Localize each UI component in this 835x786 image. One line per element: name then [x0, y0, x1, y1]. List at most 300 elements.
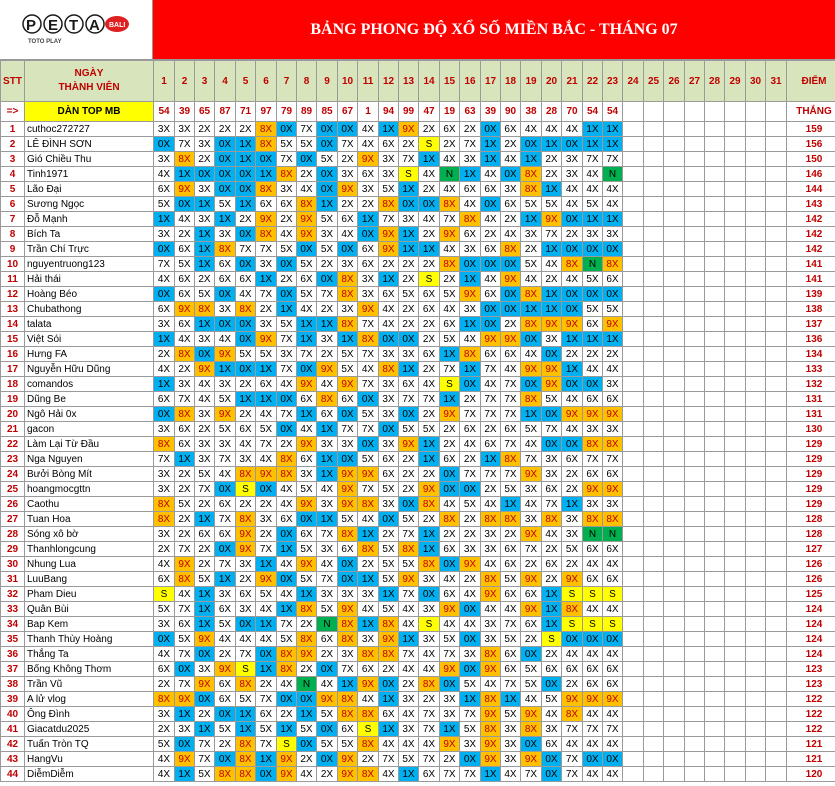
result-cell: 4X: [379, 767, 399, 782]
result-cell: 6X: [501, 347, 521, 362]
result-cell: 2X: [256, 302, 277, 317]
result-cell: 2X: [256, 497, 277, 512]
result-cell: 0X: [338, 122, 358, 137]
top-row-value: 39: [175, 102, 195, 122]
result-cell: [644, 602, 664, 617]
result-cell: 1X: [317, 197, 338, 212]
result-cell: 8X: [338, 272, 358, 287]
result-cell: [725, 542, 746, 557]
result-cell: 6X: [154, 572, 175, 587]
result-cell: 0X: [195, 347, 215, 362]
result-cell: [725, 467, 746, 482]
result-cell: [766, 497, 787, 512]
result-cell: 0X: [154, 137, 175, 152]
result-cell: 6X: [175, 317, 195, 332]
result-cell: 1X: [521, 407, 542, 422]
result-cell: 7X: [481, 467, 501, 482]
result-cell: 0X: [195, 692, 215, 707]
result-cell: 2X: [154, 722, 175, 737]
result-cell: 0X: [256, 647, 277, 662]
result-cell: 7X: [501, 467, 521, 482]
result-cell: 6X: [215, 527, 236, 542]
result-cell: S: [419, 137, 440, 152]
result-cell: 7X: [521, 542, 542, 557]
result-cell: 3X: [317, 542, 338, 557]
result-cell: [685, 497, 705, 512]
result-cell: [685, 182, 705, 197]
result-cell: 7X: [399, 647, 419, 662]
result-cell: 4X: [481, 557, 501, 572]
result-cell: 0X: [440, 677, 460, 692]
result-cell: [705, 587, 725, 602]
row-points: 156: [787, 137, 835, 152]
result-cell: [746, 467, 766, 482]
result-cell: 5X: [501, 632, 521, 647]
row-points: 120: [787, 767, 835, 782]
result-cell: 9X: [542, 377, 562, 392]
result-cell: 6X: [399, 377, 419, 392]
top-row-value: 65: [195, 102, 215, 122]
result-cell: 4X: [460, 617, 481, 632]
result-cell: 3X: [419, 602, 440, 617]
result-cell: [725, 407, 746, 422]
result-cell: 3X: [481, 617, 501, 632]
result-cell: 1X: [195, 257, 215, 272]
result-cell: 0X: [521, 647, 542, 662]
result-cell: 9X: [297, 377, 317, 392]
top-row-value: 90: [501, 102, 521, 122]
result-cell: [725, 737, 746, 752]
result-cell: 6X: [175, 437, 195, 452]
result-cell: 2X: [236, 212, 256, 227]
result-cell: 7X: [460, 767, 481, 782]
result-cell: 9X: [521, 467, 542, 482]
result-cell: [725, 302, 746, 317]
result-cell: 0X: [460, 602, 481, 617]
result-cell: [746, 452, 766, 467]
row-member-name: nguyentruong123: [25, 257, 154, 272]
row-member-name: Caothu: [25, 497, 154, 512]
result-cell: [766, 527, 787, 542]
result-cell: 9X: [215, 407, 236, 422]
result-cell: 1X: [317, 422, 338, 437]
row-stt: 25: [1, 482, 25, 497]
result-cell: 9X: [358, 302, 379, 317]
top-row-value: [746, 102, 766, 122]
result-cell: [644, 452, 664, 467]
result-cell: [746, 677, 766, 692]
result-cell: 4X: [154, 752, 175, 767]
top-row-value: 99: [399, 102, 419, 122]
result-cell: 1X: [195, 617, 215, 632]
result-cell: 7X: [501, 392, 521, 407]
row-member-name: gacon: [25, 422, 154, 437]
result-cell: 2X: [419, 122, 440, 137]
result-cell: 2X: [542, 272, 562, 287]
result-cell: 5X: [542, 692, 562, 707]
result-cell: 5X: [154, 602, 175, 617]
result-cell: 5X: [521, 197, 542, 212]
result-cell: 3X: [542, 722, 562, 737]
result-cell: 1X: [297, 317, 317, 332]
result-cell: [746, 407, 766, 422]
result-cell: [746, 617, 766, 632]
result-cell: 4X: [399, 707, 419, 722]
result-cell: 5X: [379, 182, 399, 197]
result-cell: [644, 647, 664, 662]
logo-mark: [22, 13, 134, 47]
day-header: 14: [419, 61, 440, 102]
result-cell: 6X: [603, 392, 623, 407]
result-cell: 1X: [419, 152, 440, 167]
table-row: [1, 392, 835, 407]
row-member-name: talata: [25, 317, 154, 332]
result-cell: 9X: [297, 497, 317, 512]
result-cell: [685, 737, 705, 752]
day-header: 24: [623, 61, 644, 102]
result-cell: [685, 347, 705, 362]
table-row: [1, 587, 835, 602]
result-cell: [685, 317, 705, 332]
result-cell: 9X: [481, 737, 501, 752]
result-cell: 2X: [562, 482, 583, 497]
result-cell: 0X: [236, 227, 256, 242]
result-cell: [623, 572, 644, 587]
result-cell: [705, 287, 725, 302]
result-cell: [664, 707, 685, 722]
result-cell: [664, 302, 685, 317]
result-cell: 4X: [195, 392, 215, 407]
result-cell: 9X: [175, 752, 195, 767]
result-cell: [725, 497, 746, 512]
result-cell: 4X: [175, 587, 195, 602]
result-cell: [623, 362, 644, 377]
result-cell: [766, 512, 787, 527]
result-cell: 2X: [501, 317, 521, 332]
result-cell: 1X: [277, 542, 297, 557]
result-cell: 9X: [338, 377, 358, 392]
result-cell: [725, 722, 746, 737]
result-cell: 2X: [521, 632, 542, 647]
result-cell: [664, 242, 685, 257]
result-cell: 8X: [460, 212, 481, 227]
result-cell: 1X: [583, 332, 603, 347]
result-cell: 2X: [195, 497, 215, 512]
table-row: [1, 347, 835, 362]
result-cell: [746, 497, 766, 512]
table-row: [1, 452, 835, 467]
result-cell: [623, 257, 644, 272]
result-cell: 1X: [440, 722, 460, 737]
result-cell: 3X: [195, 332, 215, 347]
result-cell: [644, 512, 664, 527]
result-cell: 9X: [175, 557, 195, 572]
result-cell: 0X: [277, 392, 297, 407]
result-cell: 7X: [399, 152, 419, 167]
result-cell: 1X: [195, 242, 215, 257]
result-cell: 6X: [256, 707, 277, 722]
result-cell: 2X: [297, 617, 317, 632]
result-cell: 0X: [215, 167, 236, 182]
result-cell: 3X: [358, 182, 379, 197]
result-cell: 8X: [440, 257, 460, 272]
result-cell: 3X: [256, 512, 277, 527]
result-cell: 1X: [277, 722, 297, 737]
result-cell: 6X: [215, 692, 236, 707]
result-cell: 2X: [399, 137, 419, 152]
row-stt: 19: [1, 392, 25, 407]
result-cell: 2X: [256, 677, 277, 692]
result-cell: 8X: [338, 632, 358, 647]
result-cell: [725, 242, 746, 257]
result-cell: [644, 767, 664, 782]
result-cell: [623, 602, 644, 617]
result-cell: 2X: [399, 677, 419, 692]
result-cell: 8X: [358, 497, 379, 512]
result-cell: 0X: [317, 182, 338, 197]
result-cell: 9X: [521, 362, 542, 377]
result-cell: 3X: [195, 662, 215, 677]
result-cell: 8X: [338, 617, 358, 632]
result-cell: 5X: [215, 197, 236, 212]
result-cell: [685, 527, 705, 542]
result-cell: 5X: [399, 287, 419, 302]
row-stt: 27: [1, 512, 25, 527]
result-cell: 4X: [379, 737, 399, 752]
row-stt: 15: [1, 332, 25, 347]
result-cell: 2X: [297, 167, 317, 182]
result-cell: [623, 242, 644, 257]
row-stt: 18: [1, 377, 25, 392]
result-cell: 3X: [215, 302, 236, 317]
result-cell: 1X: [562, 332, 583, 347]
result-cell: 8X: [154, 512, 175, 527]
result-cell: [664, 377, 685, 392]
result-cell: 6X: [542, 662, 562, 677]
result-cell: 2X: [542, 647, 562, 662]
result-cell: [705, 182, 725, 197]
top-row-value: [685, 102, 705, 122]
result-cell: 0X: [256, 482, 277, 497]
result-cell: 8X: [358, 767, 379, 782]
result-cell: 0X: [419, 587, 440, 602]
result-cell: 5X: [399, 512, 419, 527]
result-cell: [705, 212, 725, 227]
result-cell: [766, 122, 787, 137]
result-cell: 6X: [562, 662, 583, 677]
result-cell: 0X: [277, 527, 297, 542]
table-row: [1, 182, 835, 197]
row-member-name: cuthoc272727: [25, 122, 154, 137]
table-row: [1, 662, 835, 677]
result-cell: S: [562, 617, 583, 632]
result-cell: 5X: [338, 347, 358, 362]
result-cell: [705, 497, 725, 512]
result-cell: 9X: [297, 647, 317, 662]
result-cell: [685, 272, 705, 287]
member-header-line1: NGÀY: [74, 68, 104, 79]
result-cell: [766, 587, 787, 602]
result-cell: 1X: [154, 377, 175, 392]
result-cell: 2X: [195, 422, 215, 437]
result-cell: 7X: [195, 752, 215, 767]
result-cell: [623, 647, 644, 662]
result-cell: [623, 302, 644, 317]
result-cell: 0X: [481, 122, 501, 137]
result-cell: [664, 557, 685, 572]
result-cell: 0X: [215, 542, 236, 557]
result-cell: [725, 377, 746, 392]
result-cell: 9X: [256, 212, 277, 227]
result-cell: 2X: [277, 707, 297, 722]
result-cell: 4X: [256, 602, 277, 617]
result-cell: 0X: [317, 122, 338, 137]
result-cell: 3X: [379, 377, 399, 392]
result-cell: 5X: [297, 257, 317, 272]
svg-text:E: E: [48, 17, 59, 34]
result-cell: 0X: [379, 422, 399, 437]
result-cell: 5X: [215, 422, 236, 437]
result-cell: 9X: [175, 182, 195, 197]
result-cell: 4X: [399, 617, 419, 632]
day-header: 16: [460, 61, 481, 102]
result-cell: [644, 347, 664, 362]
result-cell: 4X: [481, 677, 501, 692]
result-cell: 0X: [195, 167, 215, 182]
result-cell: 2X: [419, 407, 440, 422]
result-cell: 3X: [154, 482, 175, 497]
result-cell: 4X: [562, 737, 583, 752]
top-row-value: 1: [358, 102, 379, 122]
result-cell: 3X: [277, 347, 297, 362]
result-cell: 7X: [236, 647, 256, 662]
result-cell: 5X: [419, 422, 440, 437]
row-stt: 28: [1, 527, 25, 542]
result-cell: 8X: [154, 497, 175, 512]
result-cell: 5X: [297, 287, 317, 302]
result-cell: [766, 227, 787, 242]
result-cell: 0X: [338, 452, 358, 467]
result-cell: S: [277, 737, 297, 752]
result-cell: [705, 152, 725, 167]
result-cell: 8X: [338, 527, 358, 542]
result-cell: 0X: [562, 377, 583, 392]
row-stt: 41: [1, 722, 25, 737]
result-cell: 0X: [277, 692, 297, 707]
result-cell: 6X: [501, 647, 521, 662]
result-cell: 7X: [542, 422, 562, 437]
result-cell: [685, 602, 705, 617]
result-cell: [644, 197, 664, 212]
result-cell: [685, 587, 705, 602]
result-cell: [644, 122, 664, 137]
result-cell: 1X: [562, 362, 583, 377]
top-row-points: THẮNG: [787, 102, 835, 122]
result-cell: 5X: [583, 197, 603, 212]
result-cell: 4X: [358, 122, 379, 137]
row-stt: 16: [1, 347, 25, 362]
result-cell: 8X: [603, 512, 623, 527]
result-cell: 1X: [277, 602, 297, 617]
result-cell: 6X: [215, 497, 236, 512]
result-cell: 5X: [317, 212, 338, 227]
result-cell: 9X: [481, 752, 501, 767]
result-cell: 6X: [481, 242, 501, 257]
result-cell: 0X: [236, 182, 256, 197]
result-cell: 0X: [297, 737, 317, 752]
result-cell: 3X: [460, 302, 481, 317]
result-cell: 1X: [583, 212, 603, 227]
result-cell: 2X: [521, 557, 542, 572]
result-cell: 4X: [542, 707, 562, 722]
result-cell: 8X: [521, 317, 542, 332]
result-cell: [705, 347, 725, 362]
day-header: 8: [297, 61, 317, 102]
result-cell: 2X: [562, 227, 583, 242]
result-cell: 2X: [317, 347, 338, 362]
result-cell: [725, 587, 746, 602]
result-cell: 0X: [501, 287, 521, 302]
result-cell: 0X: [175, 737, 195, 752]
day-header: 15: [440, 61, 460, 102]
result-cell: 6X: [440, 317, 460, 332]
result-cell: [644, 272, 664, 287]
result-cell: 2X: [358, 752, 379, 767]
result-cell: 7X: [603, 152, 623, 167]
result-cell: 2X: [195, 122, 215, 137]
svg-text:BALI: BALI: [109, 22, 126, 29]
top-row-value: [766, 102, 787, 122]
result-cell: 8X: [277, 647, 297, 662]
result-cell: 5X: [154, 737, 175, 752]
result-cell: [664, 317, 685, 332]
result-cell: 5X: [379, 557, 399, 572]
result-cell: 3X: [521, 482, 542, 497]
result-cell: [644, 257, 664, 272]
result-cell: [725, 392, 746, 407]
result-cell: 6X: [583, 542, 603, 557]
result-cell: 4X: [542, 257, 562, 272]
result-cell: 6X: [338, 392, 358, 407]
result-cell: 2X: [562, 677, 583, 692]
result-cell: 7X: [419, 752, 440, 767]
result-cell: 7X: [317, 527, 338, 542]
result-cell: [664, 122, 685, 137]
result-cell: 2X: [399, 482, 419, 497]
result-cell: 3X: [379, 347, 399, 362]
result-cell: 9X: [501, 332, 521, 347]
result-cell: 9X: [583, 482, 603, 497]
table-row: [1, 722, 835, 737]
result-cell: 1X: [460, 692, 481, 707]
result-cell: [685, 302, 705, 317]
result-cell: 4X: [175, 332, 195, 347]
row-points: 141: [787, 272, 835, 287]
result-cell: [623, 182, 644, 197]
result-cell: 2X: [379, 662, 399, 677]
day-header: 9: [317, 61, 338, 102]
result-cell: 6X: [358, 242, 379, 257]
result-cell: 5X: [317, 242, 338, 257]
member-header-line2: THÀNH VIÊN: [58, 82, 120, 93]
top-row-value: 47: [419, 102, 440, 122]
result-cell: 5X: [358, 452, 379, 467]
top-row-value: [623, 102, 644, 122]
row-member-name: Giacatdu2025: [25, 722, 154, 737]
result-cell: [664, 362, 685, 377]
result-cell: 1X: [419, 527, 440, 542]
result-cell: 4X: [379, 317, 399, 332]
